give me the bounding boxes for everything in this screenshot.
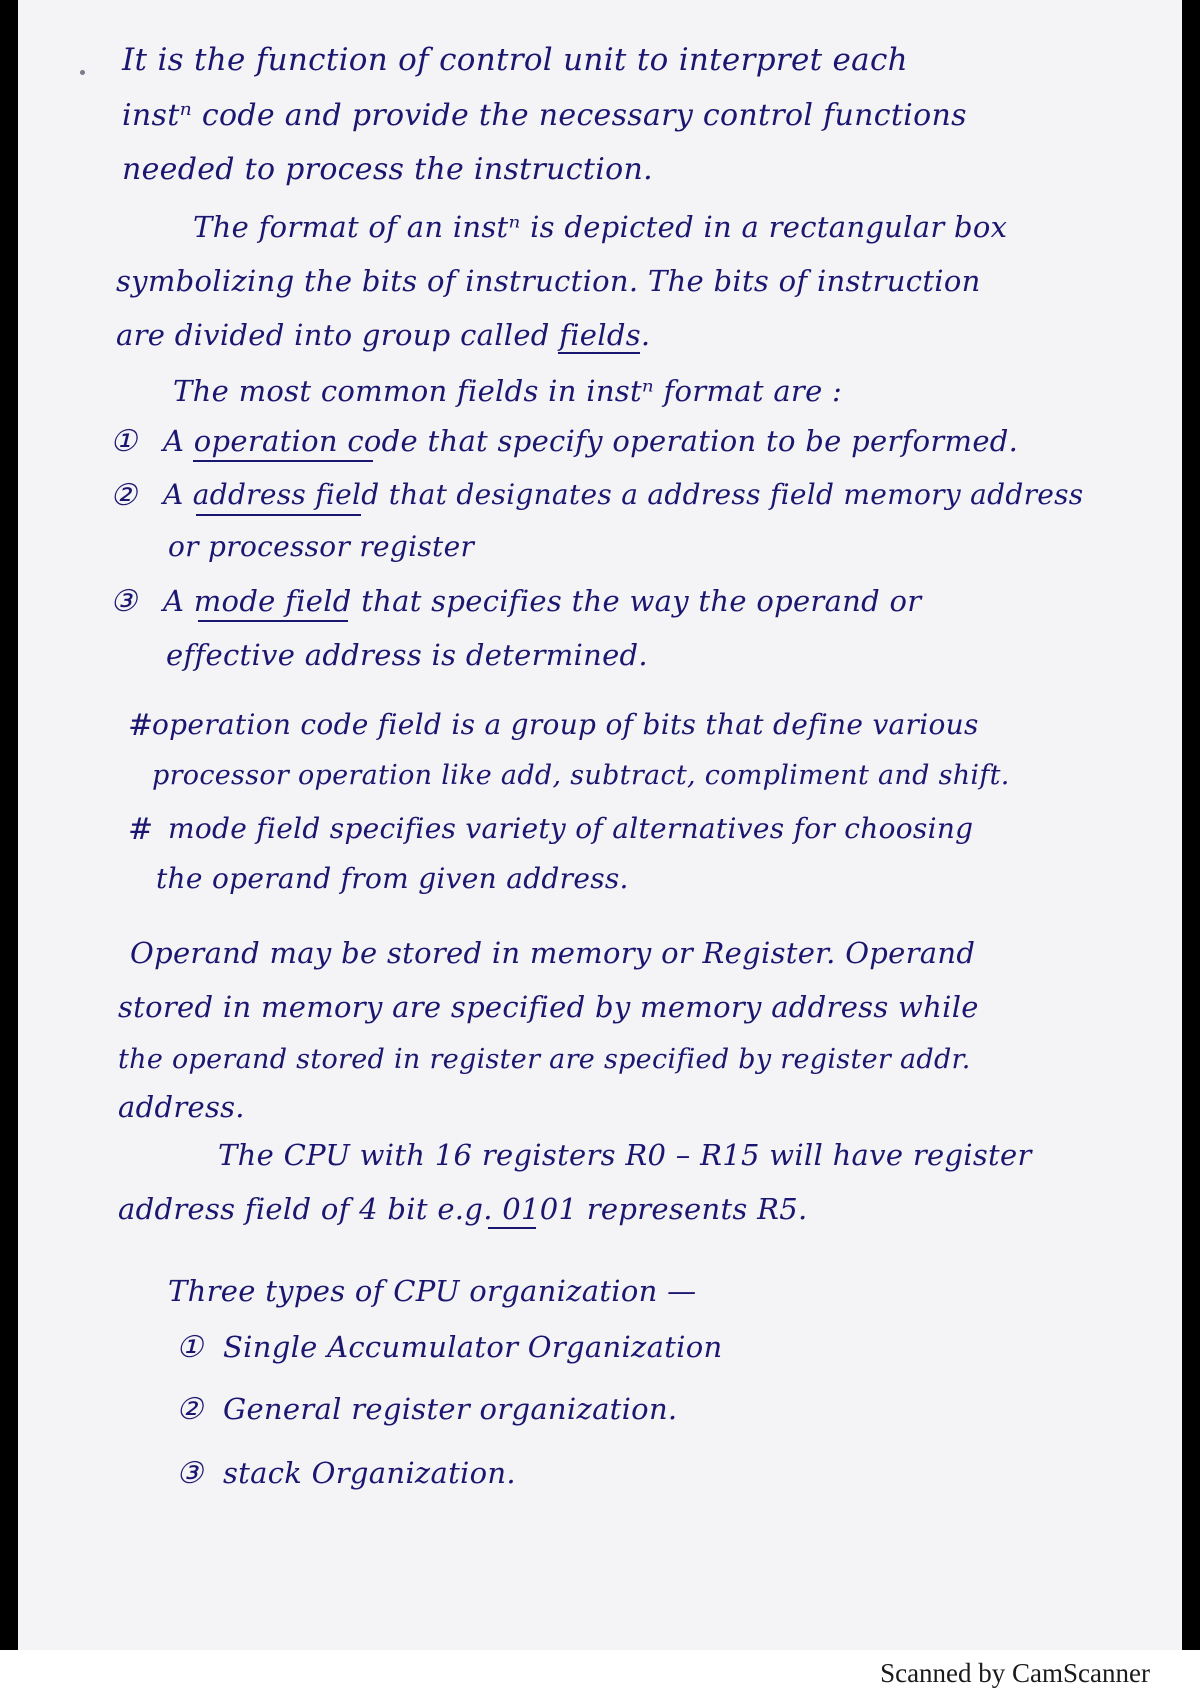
cpu-item-2-marker: ② xyxy=(176,1392,203,1427)
field-item-2-marker: ② xyxy=(110,478,137,513)
cpu-item-3-marker: ③ xyxy=(176,1456,203,1491)
cpu-item-2-text: General register organization. xyxy=(223,1392,678,1426)
scanned-page xyxy=(18,0,1182,1650)
paragraph-2-line-2: symbolizing the bits of instruction. The bits of instruction xyxy=(116,264,981,298)
paragraph-3-line-3: the operand stored in register are specified by register addr. xyxy=(118,1044,971,1075)
note-1-marker: # xyxy=(128,708,154,743)
note-1-line-1: operation code field is a group of bits that define various xyxy=(152,708,979,741)
cpu-item-1-text: Single Accumulator Organization xyxy=(223,1330,723,1364)
note-2-marker: # xyxy=(128,812,154,847)
paragraph-1-line-1: It is the function of control unit to interpret each xyxy=(122,42,908,78)
field-item-3-line-2: effective address is determined. xyxy=(166,638,648,672)
paragraph-2-line-3: are divided into group called fields. xyxy=(116,318,651,352)
paragraph-2-line-1: The format of an instⁿ is depicted in a rectangular box xyxy=(193,210,1008,244)
paragraph-4-line-1: The CPU with 16 registers R0 – R15 will have register xyxy=(218,1138,1032,1172)
mode-field-underline xyxy=(198,620,348,622)
field-item-1-marker: ① xyxy=(110,424,137,459)
paragraph-4-line-2: address field of 4 bit e.g. 0101 represents R5. xyxy=(118,1192,808,1226)
note-2-line-1: mode field specifies variety of alternatives for choosing xyxy=(168,812,974,845)
scanner-watermark: Scanned by CamScanner xyxy=(880,1658,1150,1688)
operation-code-underline xyxy=(193,460,373,462)
field-item-2-line-1: A address field that designates a address field memory address xyxy=(163,478,1084,511)
note-2-line-2: the operand from given address. xyxy=(156,862,629,895)
margin-dot xyxy=(80,70,85,75)
paragraph-3-line-4: address. xyxy=(118,1090,245,1124)
field-item-3-marker: ③ xyxy=(110,584,137,619)
cpu-item-3-text: stack Organization. xyxy=(223,1456,516,1490)
paragraph-1-line-3: needed to process the instruction. xyxy=(122,152,653,187)
scanner-footer xyxy=(0,1650,1200,1698)
fields-underline xyxy=(558,352,640,354)
field-item-1-line-1: A operation code that specify operation to be performed. xyxy=(163,424,1019,458)
cpu-item-1-marker: ① xyxy=(176,1330,203,1365)
paragraph-3-line-2: stored in memory are specified by memory address while xyxy=(118,990,979,1024)
paragraph-3-line-1: Operand may be stored in memory or Register. Operand xyxy=(130,936,976,970)
field-item-3-line-1: A mode field that specifies the way the operand or xyxy=(163,584,922,618)
eg-underline xyxy=(488,1227,536,1229)
note-1-line-2: processor operation like add, subtract, compliment and shift. xyxy=(152,760,1010,791)
address-field-underline xyxy=(196,514,361,516)
cpu-intro: Three types of CPU organization — xyxy=(168,1274,697,1308)
field-item-2-line-2: or processor register xyxy=(168,530,475,563)
paragraph-1-line-2: instⁿ code and provide the necessary control functions xyxy=(122,98,967,133)
fields-intro: The most common fields in instⁿ format are : xyxy=(173,374,843,408)
